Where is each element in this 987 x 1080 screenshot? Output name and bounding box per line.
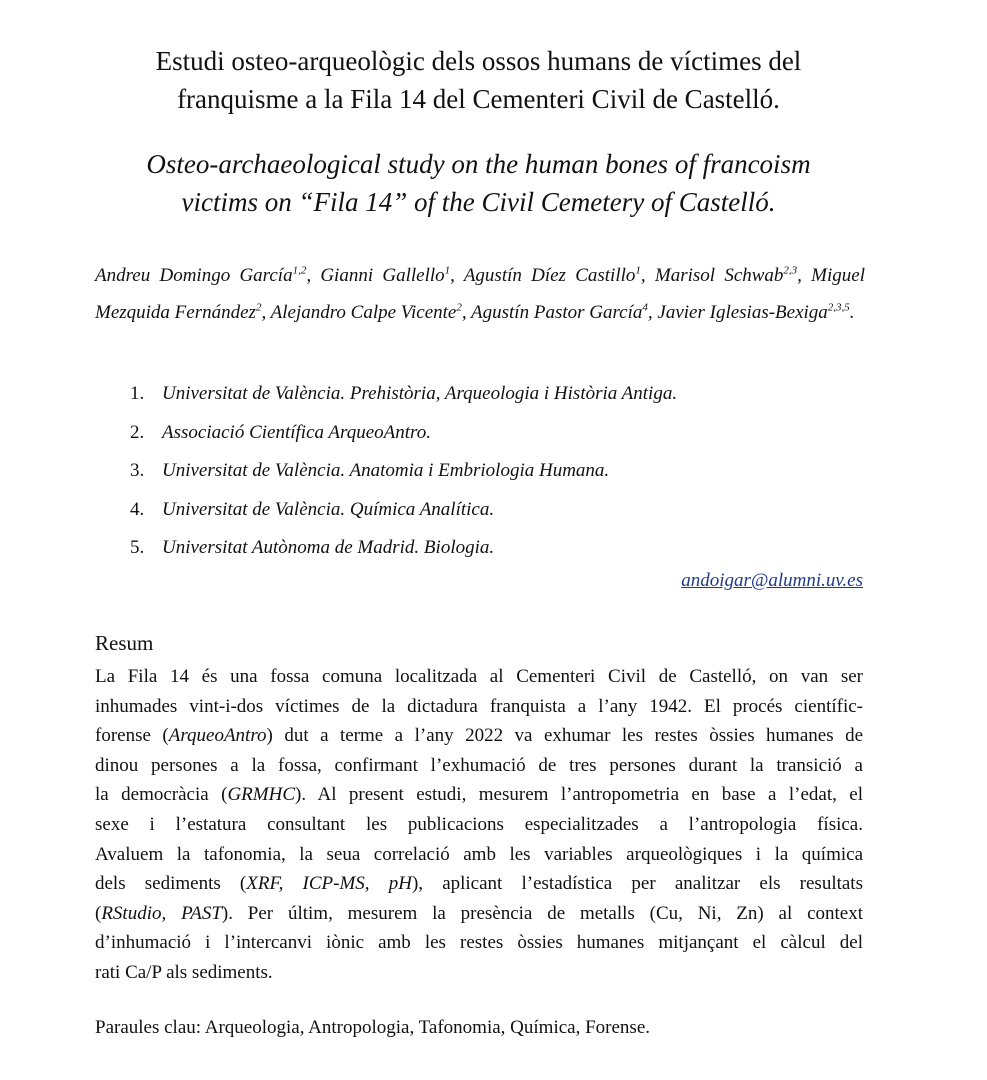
author-affiliation-marker: 1 — [635, 264, 641, 277]
affiliation-item — [130, 491, 830, 530]
affiliation-item — [130, 452, 830, 491]
author-affiliation-marker: 2,3 — [783, 264, 798, 277]
abstract-line: la democràcia (GRMHC). Al present estudi, mesurem l’antropometria en base a l’edat, el — [95, 784, 863, 806]
affiliation-text: Universitat de València. Anatomia i Embriologia Humana. — [162, 460, 610, 481]
affiliation-item — [130, 529, 830, 568]
author-separator: , — [261, 302, 271, 323]
affiliation-text: Universitat de València. Química Analítica. — [162, 498, 495, 520]
author-separator: , — [640, 265, 655, 286]
author-affiliation-marker: 2 — [456, 301, 462, 314]
author-affiliation-marker: 2,3,5 — [827, 301, 850, 314]
abstract-line: sexe i l’estatura consultant les publicacions especialitzades a l’antropologia física. — [95, 813, 863, 835]
title-catalan — [60, 42, 897, 118]
author-name: Agustín Pastor García — [471, 302, 643, 323]
affiliation-number: 1. — [130, 383, 145, 404]
abstract-body — [95, 662, 863, 988]
abstract-line: Avaluem la tafonomia, la seua correlació amb les variables arqueològiques i la química — [95, 843, 863, 865]
abstract-line: dinou persones a la fossa, confirmant l’exhumació de tres persones durant la transició a — [95, 754, 863, 776]
affiliation-text: Associació Científica ArqueoAntro. — [162, 421, 431, 443]
author-separator: , — [306, 265, 321, 286]
author-separator: , — [797, 265, 812, 286]
keywords: Paraules clau: Arqueologia, Antropologia, Tafonomia, Química, Forense. — [95, 1017, 650, 1038]
title-english — [60, 145, 897, 221]
abstract-line: dels sediments (XRF, ICP-MS, pH), aplicant l’estadística per analitzar els resultats — [95, 873, 863, 895]
affiliation-text: Universitat de València. Prehistòria, Arqueologia i Història Antiga. — [162, 383, 678, 404]
title-catalan-line-2: franquisme a la Fila 14 del Cementeri Civil de Castelló. — [177, 84, 780, 114]
affiliation-item — [130, 414, 830, 453]
abstract-line: La Fila 14 és una fossa comuna localitzada al Cementeri Civil de Castelló, on van ser — [95, 666, 863, 687]
affiliation-number: 5. — [130, 537, 145, 558]
author-separator: , — [450, 265, 464, 286]
title-catalan-line-1: Estudi osteo-arqueològic dels ossos humans de víctimes del — [155, 46, 802, 76]
author-separator: , — [647, 302, 658, 323]
author-name: Alejandro Calpe Vicente — [270, 302, 457, 323]
abstract-line: rati Ca/P als sediments. — [95, 961, 273, 983]
abstract-line: (RStudio, PAST). Per últim, mesurem la presència de metalls (Cu, Ni, Zn) al context — [95, 902, 863, 924]
author-name: Marisol Schwab — [654, 265, 784, 286]
author-name: Andreu Domingo García — [95, 265, 293, 286]
affiliation-text: Universitat Autònoma de Madrid. Biologia. — [162, 537, 495, 558]
author-separator: . — [849, 302, 855, 323]
affiliation-number: 4. — [130, 498, 145, 520]
author-affiliation-marker: 1 — [444, 264, 451, 277]
author-name: Javier Iglesias-Bexiga — [657, 302, 828, 323]
affiliation-number: 2. — [130, 421, 145, 443]
author-list — [95, 257, 865, 331]
affiliation-item — [130, 375, 830, 414]
author-name: Gianni Gallello — [320, 265, 445, 286]
title-english-line-1: Osteo-archaeological study on the human bones of francoism — [146, 149, 811, 179]
author-name: Agustín Díez Castillo — [463, 265, 636, 286]
affiliation-number: 3. — [130, 460, 145, 481]
contact-email-link[interactable]: andoigar@alumni.uv.es — [681, 570, 863, 591]
author-affiliation-marker: 1,2 — [292, 264, 307, 277]
author-separator: , — [461, 302, 472, 323]
abstract-line: forense (ArqueoAntro) dut a terme a l’any 2022 va exhumar les restes òssies humanes de — [95, 725, 863, 747]
author-affiliation-marker: 4 — [642, 301, 648, 314]
abstract-line: inhumades vint-i-dos víctimes de la dictadura franquista a l’any 1942. El procés científic- — [95, 695, 863, 717]
affiliation-list — [130, 375, 830, 568]
abstract-line: d’inhumació i l’intercanvi iònic amb les restes òssies humanes mitjançant el càlcul del — [95, 932, 863, 954]
abstract-heading: Resum — [95, 631, 154, 655]
author-name: Miguel Mezquida Fernández — [95, 265, 865, 323]
title-english-line-2: victims on “Fila 14” of the Civil Cemetery of Castelló. — [181, 187, 776, 217]
author-affiliation-marker: 2 — [255, 301, 262, 314]
